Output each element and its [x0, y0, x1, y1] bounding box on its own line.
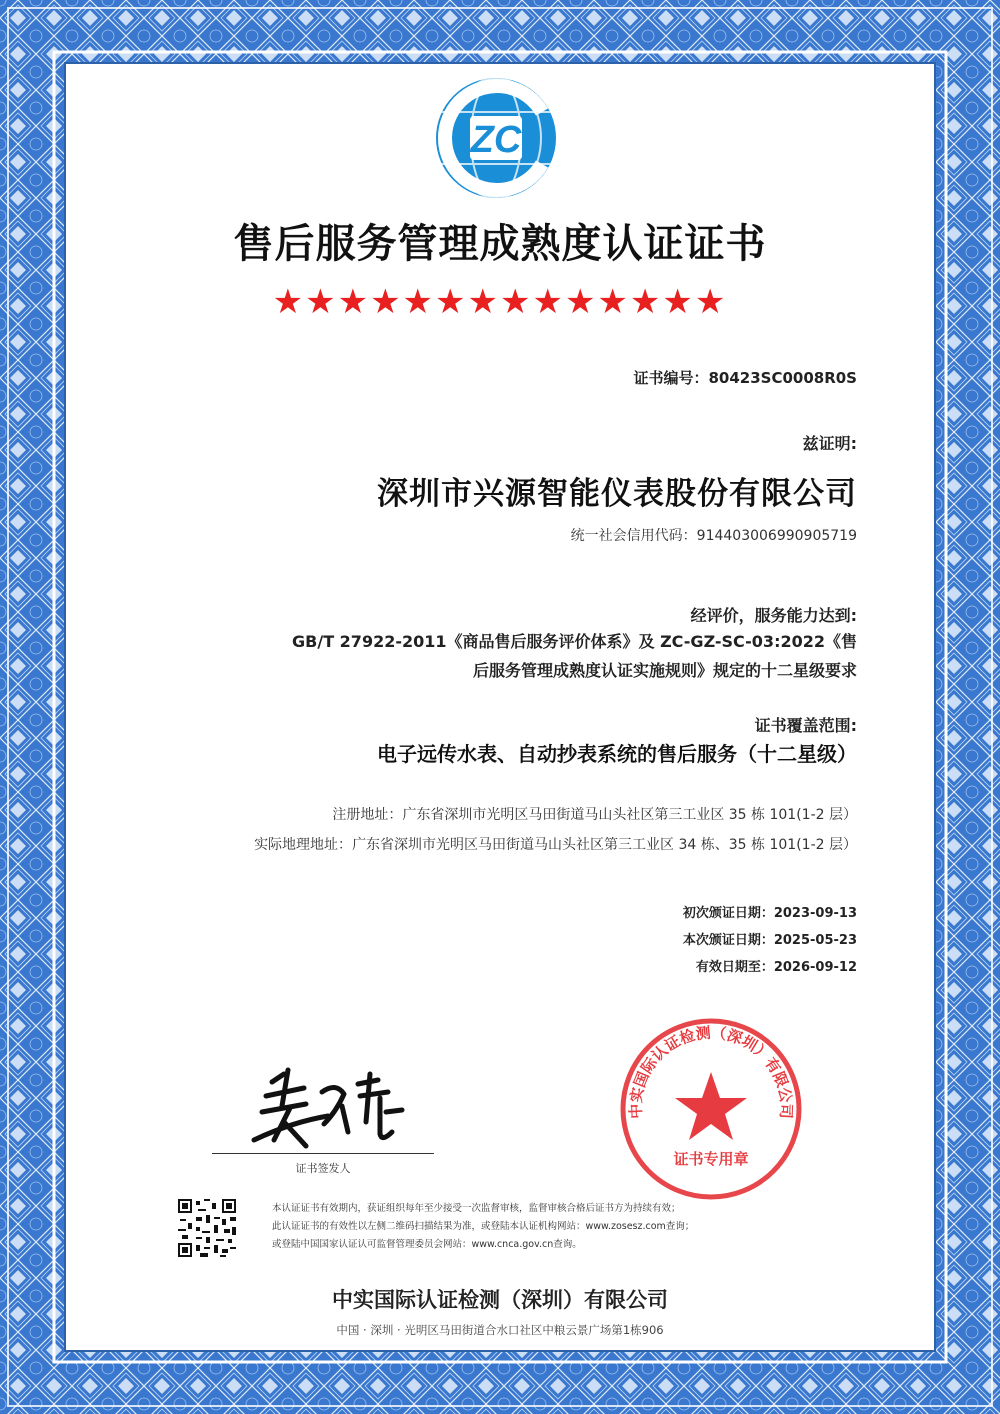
valid-until-date	[683, 954, 857, 981]
issuer-name: 中实国际认证检测（深圳）有限公司	[332, 1288, 668, 1312]
validity-notes	[272, 1200, 694, 1254]
first-issue-value: 2023-09-13	[773, 906, 857, 921]
certificate-number-label: 证书编号：	[633, 369, 709, 387]
actual-address	[254, 834, 857, 854]
note-line: 或登陆中国国家认证认可监督管理委员会网站：www.cnca.gov.cn查询。	[272, 1239, 582, 1250]
note-line: 本认证证书有效期内，获证组织每年至少接受一次监督审核，监督审核合格后证书方为持续有效；	[272, 1203, 681, 1214]
credit-code-label: 统一社会信用代码：	[570, 528, 697, 544]
certificate-number	[633, 367, 857, 388]
evaluation-line-2: 后服务管理成熟度认证实施规则》规定的十二星级要求	[472, 661, 857, 680]
registered-address-value: 广东省深圳市光明区马田街道马山头社区第三工业区 35 栋 101(1-2 层）	[402, 807, 857, 823]
handwritten-signature	[232, 1062, 422, 1157]
signature-line	[212, 1153, 434, 1154]
first-issue-date	[683, 900, 857, 927]
issue-dates	[683, 900, 857, 981]
seal-bottom-text: 证书专用章	[673, 1150, 749, 1168]
evaluation-heading: 经评价，服务能力达到:	[690, 606, 857, 625]
seal-ring-text: 中实国际认证检测（深圳）有限公司	[626, 1023, 796, 1120]
certificate-title: 售后服务管理成熟度认证证书	[233, 221, 767, 267]
signatory-label: 证书签发人	[295, 1162, 351, 1175]
credit-code-value: 914403006990905719	[696, 528, 857, 544]
this-issue-date	[683, 927, 857, 954]
valid-until-label: 有效日期至：	[695, 960, 774, 975]
evaluation-text	[197, 627, 857, 685]
note-line: 此认证证书的有效性以左侧二维码扫描结果为准，或登陆本认证机构网站：www.zosesz.com查询；	[272, 1221, 695, 1232]
evaluation-line-1: GB/T 27922-2011《商品售后服务评价体系》及 ZC-GZ-SC-03:2022《售	[292, 632, 857, 651]
star-rating: ★★★★★★★★★★★★★★	[272, 282, 728, 322]
credit-code	[571, 525, 857, 545]
actual-address-value: 广东省深圳市光明区马田街道马山头社区第三工业区 34 栋、35 栋 101(1-2 层）	[352, 837, 857, 853]
this-issue-value: 2025-05-23	[773, 933, 857, 948]
official-seal	[616, 1014, 806, 1204]
scope-text: 电子远传水表、自动抄表系统的售后服务（十二星级）	[377, 742, 857, 766]
hereby-label: 兹证明:	[802, 434, 857, 453]
this-issue-label: 本次颁证日期：	[682, 933, 774, 948]
valid-until-value: 2026-09-12	[773, 960, 857, 975]
registered-address-label: 注册地址：	[332, 807, 403, 823]
issuer-address: 中国 · 深圳 · 光明区马田街道合水口社区中粮云景广场第1栋906	[336, 1323, 664, 1337]
company-name: 深圳市兴源智能仪表股份有限公司	[377, 476, 857, 512]
certificate-number-value: 80423SC0008R0S	[708, 369, 857, 387]
registered-address	[332, 804, 857, 824]
zc-globe-logo	[430, 72, 562, 204]
verification-qr-code[interactable]	[178, 1199, 236, 1257]
actual-address-label: 实际地理地址：	[254, 837, 353, 853]
scope-heading: 证书覆盖范围:	[754, 716, 857, 735]
logo-letters: ZC	[470, 119, 522, 161]
first-issue-label: 初次颁证日期：	[682, 906, 774, 921]
